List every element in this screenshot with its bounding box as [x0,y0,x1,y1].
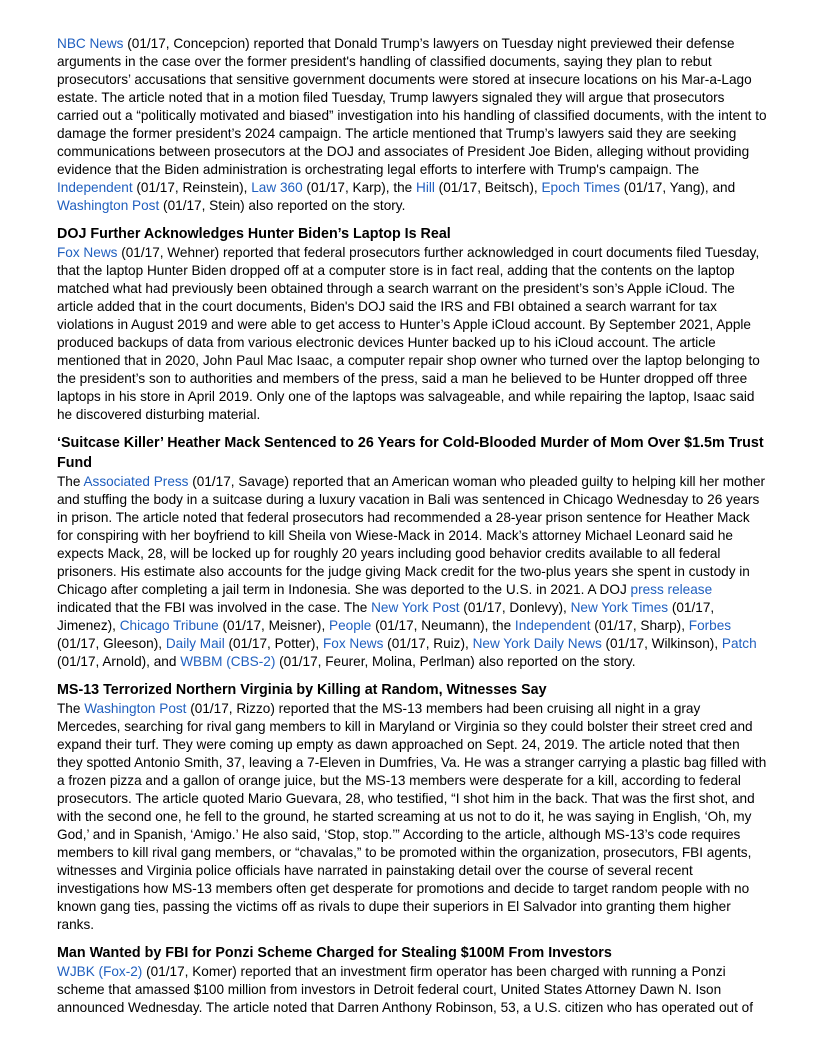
source-link[interactable]: New York Times [570,600,669,615]
article-heading: MS-13 Terrorized Northern Virginia by Killing at Random, Witnesses Say [57,682,547,698]
article-heading: DOJ Further Acknowledges Hunter Biden’s Laptop Is Real [57,226,451,242]
article-heading: Man Wanted by FBI for Ponzi Scheme Charged for Stealing $100M From Investors [57,945,612,961]
source-link[interactable]: New York Daily News [472,636,602,651]
source-link[interactable]: WJBK (Fox-2) [57,964,143,979]
source-link[interactable]: Independent [514,618,591,633]
article-ponzi-scheme: WJBK (Fox-2) (01/17, Komer) reported that an investment firm operator has been charged with running a Ponzi scheme that amassed $100 million from investors in Detroit federal court, United States Attorney Dawn N. Ison announced Wednesday. The article noted that Darren Anthony Robinson, 53, a U.S. citizen who has operated out of [57,964,753,1015]
source-link[interactable]: Hill [416,180,435,195]
source-link[interactable]: Associated Press [83,474,189,489]
source-link[interactable]: Washington Post [57,198,160,213]
news-clips-page [57,35,767,1017]
source-link[interactable]: Law 360 [251,180,303,195]
source-link[interactable]: NBC News [57,36,124,51]
article-nbc-trump-documents: NBC News (01/17, Concepcion) reported that Donald Trump’s lawyers on Tuesday night previewed their defense arguments in the case over the former president's handling of classified documents, saying they plan to rebut prosecutors’ accusations that sensitive government documents were stored at insecure locations on his Mar-a-Lago estate. The article noted that in a motion filed Tuesday, Trump lawyers signaled they will argue that prosecutors carried out a “politically motivated and biased” investigation into his handling of classified documents, with the intent to damage the former president’s 2024 campaign. The article mentioned that Trump’s lawyers said they are seeking communications between prosecutors at the DOJ and associates of President Joe Biden, alleging without providing evidence that the Biden administration is orchestrating legal efforts to interfere with Trump's campaign. The Independent (01/17, Reinstein), Law 360 (01/17, Karp), the Hill (01/17, Beitsch), Epoch Times (01/17, Yang), and Washington Post (01/17, Stein) also reported on the story. [57,36,767,213]
article-ms13-virginia: The Washington Post (01/17, Rizzo) reported that the MS-13 members had been cruising all night in a gray Mercedes, searching for rival gang members to kill in Maryland or Virginia so they could bolster their street cred and expand their turf. They were coming up empty as dawn approached on Sept. 24, 2019. The article noted that then they spotted Antonio Smith, 37, leaving a 7-Eleven in Dumfries, Va. He was a stranger carrying a plastic bag filled with a frozen pizza and a gallon of orange juice, but the MS-13 members were desperate for a kill, according to federal prosecutors. The article quoted Mario Guevara, 28, who testified, “I shot him in the back. That was the first shot, and with the second one, he fell to the ground, he started screaming at us not to do it, he was saying in English, ‘Oh, my God,’ and in Spanish, ‘Amigo.’ He also said, ‘Stop, stop.’” According to the article, although MS-13’s code requires members to kill rival gang members, or “chavalas,” to be promoted within the organization, prosecutors, FBI agents, witnesses and Virginia police officials have narrated in painstaking detail over the course of several recent investigations how MS-13 members often get desperate for promotions and decide to target random people with no known gang ties, passing the victims off as rivals to dupe their superiors in El Salvador into granting them higher ranks. [57,701,767,932]
article-heading: ‘Suitcase Killer’ Heather Mack Sentenced to 26 Years for Cold-Blooded Murder of Mom Over $1.5m Trust Fund [57,435,764,471]
source-link[interactable]: People [329,618,372,633]
article-heather-mack: The Associated Press (01/17, Savage) reported that an American woman who pleaded guilty to helping kill her mother and stuffing the body in a suitcase during a luxury vacation in Bali was sentenced in Chicago Wednesday to 26 years in prison. The article noted that federal prosecutors had recommended a 28-year prison sentence for Heather Mack for conspiring with her boyfriend to kill Sheila von Wiese-Mack in 2014. Mack’s attorney Michael Leonard said he expects Mack, 28, will be locked up for roughly 20 years including good behavior credits available to all federal prisoners. His estimate also accounts for the judge giving Mack credit for the two-plus years she spent in custody in Chicago after completing a jail term in Indonesia. She was deported to the U.S. in 2021. A DOJ press release indicated that the FBI was involved in the case. The New York Post (01/17, Donlevy), New York Times (01/17, Jimenez), Chicago Tribune (01/17, Meisner), People (01/17, Neumann), the Independent (01/17, Sharp), Forbes (01/17, Gleeson), Daily Mail (01/17, Potter), Fox News (01/17, Ruiz), New York Daily News (01/17, Wilkinson), Patch (01/17, Arnold), and WBBM (CBS-2) (01/17, Feurer, Molina, Perlman) also reported on the story. [57,474,766,669]
source-link[interactable]: Washington Post [84,701,187,716]
article-hunter-laptop: Fox News (01/17, Wehner) reported that federal prosecutors further acknowledged in court documents filed Tuesday, that the laptop Hunter Biden dropped off at a computer store is in fact real, adding that the contents on the laptop matched what had previously been obtained through a search warrant on the president’s son’s Apple iCloud. The article added that in the court documents, Biden's DOJ said the IRS and FBI obtained a search warrant for tax violations in August 2019 and were able to get access to Hunter’s Apple iCloud account. By September 2021, Apple produced backups of data from various electronic devices Hunter backed up to his iCloud account. The article mentioned that in 2020, John Paul Mac Isaac, a computer repair shop owner who turned over the laptop belonging to the president’s son to authorities and members of the press, said a man he believed to be Hunter dropped off three laptops in his store in April 2019. Only one of the laptops was salvageable, and while repairing the laptop, Isaac said he discovered disturbing material. [57,245,760,422]
source-link[interactable]: Patch [721,636,757,651]
source-link[interactable]: Fox News [57,245,118,260]
source-link[interactable]: Independent [57,180,133,195]
source-link[interactable]: WBBM (CBS-2) [180,654,276,669]
press-release-link[interactable]: press release [630,582,713,597]
source-link[interactable]: Fox News [322,636,384,651]
source-link[interactable]: Daily Mail [165,636,225,651]
source-link[interactable]: Forbes [688,618,732,633]
source-link[interactable]: Chicago Tribune [119,618,219,633]
source-link[interactable]: Epoch Times [541,180,621,195]
source-link[interactable]: New York Post [371,600,460,615]
